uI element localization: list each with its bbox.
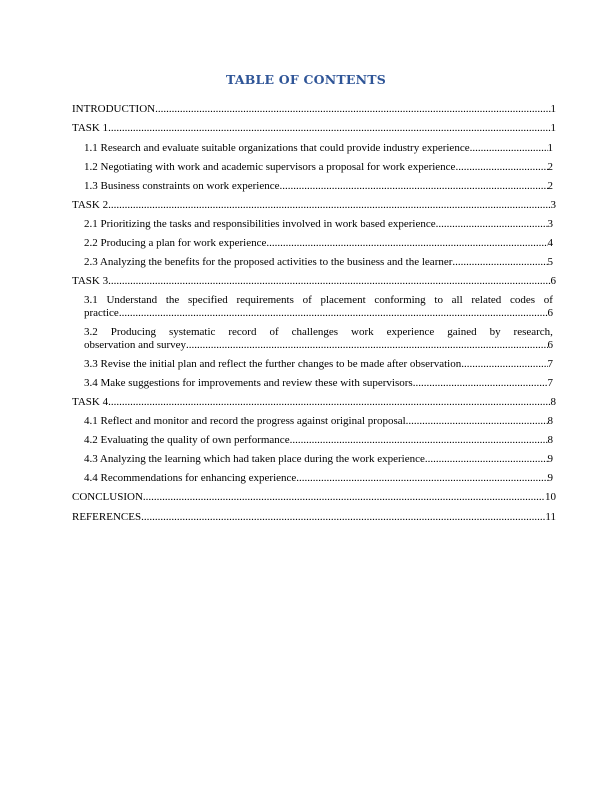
toc-entry-label: 2.1 Prioritizing the tasks and responsibilities involved in work based experience — [84, 217, 436, 230]
toc-page-number: 1 — [550, 103, 556, 115]
toc-entry-word: the — [165, 294, 180, 307]
toc-dot-leader — [406, 415, 548, 428]
toc-page-number: 2 — [547, 160, 553, 173]
toc-section-entry[interactable] — [72, 511, 556, 524]
toc-dot-leader — [155, 103, 550, 116]
toc-subsection-entry[interactable] — [84, 434, 553, 447]
toc-entry-label: 4.1 Reflect and monitor and record the progress against original proposal — [84, 415, 406, 428]
toc-entry-label: 2.3 Analyzing the benefits for the proposed activities to the business and the learner — [84, 255, 453, 268]
toc-page-number: 1 — [550, 122, 556, 135]
toc-dot-leader — [461, 358, 547, 371]
toc-entry-label: TASK 3 — [72, 274, 109, 287]
toc-entry-label: 1.2 Negotiating with work and academic supervisors a proposal for work experience — [84, 160, 456, 173]
toc-entry-line-1 — [84, 326, 553, 339]
toc-page-number: 6 — [547, 339, 553, 352]
toc-dot-leader — [413, 377, 548, 390]
toc-entry-label: 3.4 Make suggestions for improvements and review these with supervisors — [84, 377, 413, 390]
toc-entry-word: of — [269, 326, 279, 339]
toc-title: TABLE OF CONTENTS — [226, 72, 386, 87]
toc-section-entry[interactable] — [72, 122, 556, 135]
toc-entry-word: challenges — [291, 326, 339, 339]
toc-entry-label: 2.2 Producing a plan for work experience — [84, 236, 267, 249]
table-of-contents — [72, 103, 556, 530]
toc-entry-word: of — [302, 294, 312, 307]
toc-dot-leader — [470, 142, 548, 155]
toc-entry-word: specified — [188, 294, 228, 307]
toc-page-number: 1 — [547, 141, 553, 154]
toc-subsection-entry[interactable] — [84, 294, 553, 320]
toc-entry-label: 3.3 Revise the initial plan and reflect the further changes to be made after observation — [84, 358, 462, 371]
toc-dot-leader — [425, 453, 548, 466]
toc-page-number: 7 — [547, 358, 553, 371]
toc-entry-label: 4.2 Evaluating the quality of own performance — [84, 434, 290, 447]
toc-page-number: 4 — [547, 236, 553, 249]
toc-entry-word: work — [351, 326, 374, 339]
toc-page-number: 3 — [547, 217, 553, 230]
toc-entry-word: requirements — [236, 294, 294, 307]
toc-entry-label: TASK 1 — [72, 122, 109, 135]
toc-dot-leader — [119, 307, 548, 320]
toc-page-number: 8 — [547, 434, 553, 447]
toc-entry-label: 4.3 Analyzing the learning which had taken place during the work experience — [84, 453, 425, 466]
toc-entry-line-1 — [84, 294, 553, 307]
toc-entry-word: by — [489, 326, 501, 339]
toc-entry-word: 3.1 — [84, 294, 98, 307]
toc-subsection-entry[interactable] — [84, 453, 553, 466]
toc-entry-word: research, — [513, 326, 553, 339]
toc-subsection-entry[interactable] — [84, 180, 553, 193]
toc-dot-leader — [280, 180, 548, 193]
toc-entry-label: TASK 4 — [72, 396, 109, 409]
toc-entry-label: 1.3 Business constraints on work experience — [84, 179, 280, 192]
toc-page-number: 10 — [545, 491, 556, 504]
toc-dot-leader — [108, 199, 550, 212]
toc-section-entry[interactable] — [72, 275, 556, 288]
toc-page-number: 8 — [547, 415, 553, 428]
toc-page-number: 2 — [547, 179, 553, 192]
toc-subsection-entry[interactable] — [84, 237, 553, 250]
toc-entry-label: observation and survey — [84, 339, 187, 352]
toc-dot-leader — [436, 218, 548, 231]
toc-dot-leader — [186, 339, 547, 352]
toc-entry-word: experience — [386, 326, 435, 339]
toc-entry-word: record — [228, 326, 257, 339]
toc-section-entry[interactable] — [72, 103, 556, 116]
toc-subsection-entry[interactable] — [84, 415, 553, 428]
toc-subsection-entry[interactable] — [84, 218, 553, 231]
toc-dot-leader — [296, 472, 547, 485]
toc-page-number: 7 — [547, 377, 553, 390]
toc-subsection-entry[interactable] — [84, 161, 553, 174]
toc-page-number: 6 — [550, 274, 556, 287]
toc-section-entry[interactable] — [72, 199, 556, 212]
toc-dot-leader — [108, 275, 550, 288]
toc-entry-word: related — [471, 294, 502, 307]
toc-subsection-entry[interactable] — [84, 326, 553, 352]
toc-entry-label: 4.4 Recommendations for enhancing experience — [84, 472, 297, 485]
toc-dot-leader — [290, 434, 548, 447]
toc-entry-word: Understand — [106, 294, 158, 307]
toc-page-number: 5 — [547, 255, 553, 268]
toc-entry-label: REFERENCES — [72, 510, 142, 523]
toc-dot-leader — [452, 256, 547, 269]
toc-entry-label: INTRODUCTION — [72, 103, 156, 115]
toc-entry-word: conforming — [374, 294, 426, 307]
toc-entry-label: 1.1 Research and evaluate suitable organizations that could provide industry experience — [84, 141, 470, 154]
toc-entry-word: 3.2 — [84, 326, 98, 339]
toc-page-number: 6 — [547, 307, 553, 320]
toc-entry-label: practice — [84, 307, 119, 320]
toc-subsection-entry[interactable] — [84, 377, 553, 390]
toc-entry-label: TASK 2 — [72, 198, 109, 211]
toc-entry-word: systematic — [168, 326, 216, 339]
toc-dot-leader — [141, 511, 545, 524]
toc-dot-leader — [108, 122, 550, 135]
toc-page-number: 9 — [547, 472, 553, 485]
toc-entry-word: placement — [320, 294, 366, 307]
toc-page-number: 3 — [550, 198, 556, 211]
toc-dot-leader — [108, 396, 550, 409]
toc-page-number: 9 — [547, 453, 553, 466]
toc-subsection-entry[interactable] — [84, 472, 553, 485]
toc-dot-leader — [455, 161, 547, 174]
toc-entry-word: of — [543, 294, 553, 307]
toc-section-entry[interactable] — [72, 491, 556, 504]
toc-entry-word: to — [434, 294, 443, 307]
toc-dot-leader — [143, 491, 545, 504]
toc-dot-leader — [266, 237, 547, 250]
toc-entry-word: gained — [447, 326, 477, 339]
toc-subsection-entry[interactable] — [84, 256, 553, 269]
toc-entry-word: Producing — [110, 326, 156, 339]
toc-page-number: 8 — [550, 396, 556, 409]
toc-entry-word: all — [451, 294, 463, 307]
toc-section-entry[interactable] — [72, 396, 556, 409]
toc-entry-label: CONCLUSION — [72, 491, 143, 504]
toc-entry-word: codes — [510, 294, 536, 307]
toc-subsection-entry[interactable] — [84, 358, 553, 371]
toc-page-number: 11 — [545, 510, 556, 523]
toc-subsection-entry[interactable] — [84, 142, 553, 155]
